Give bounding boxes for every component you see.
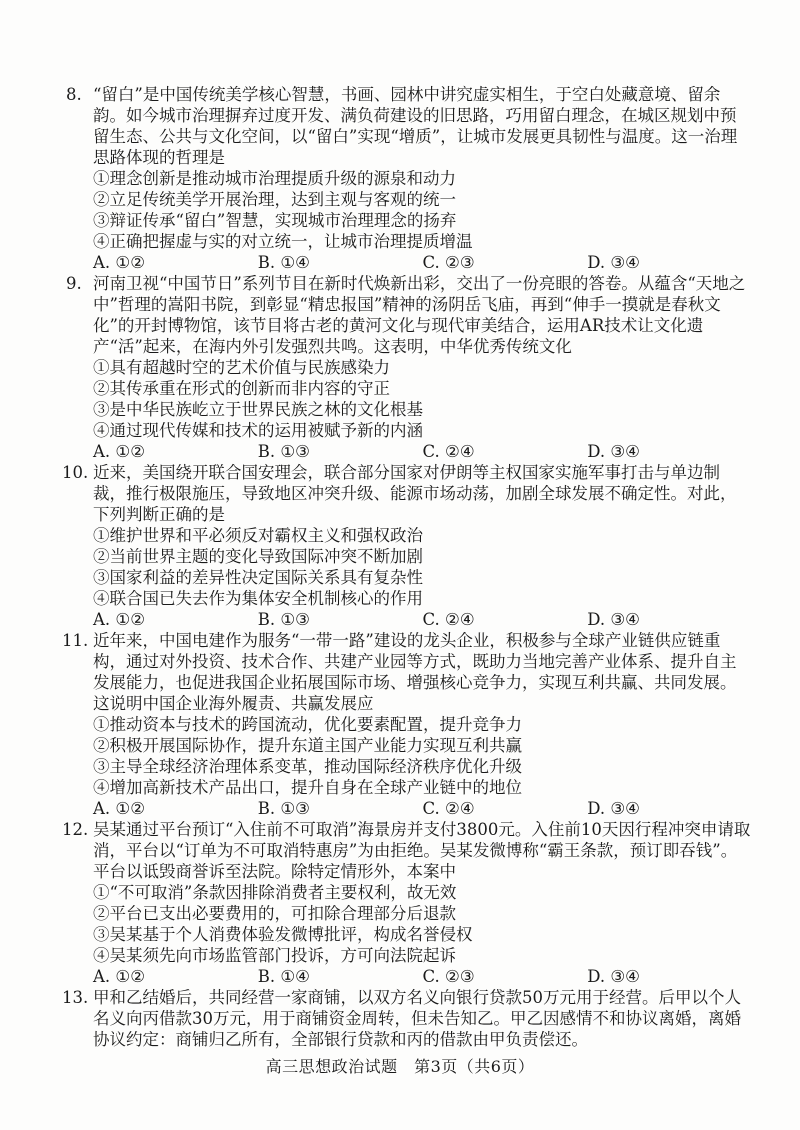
- question-stem: [62, 819, 752, 882]
- answer-choice-c: C. ②③: [422, 253, 475, 272]
- answer-choice-b: B. ①③: [257, 442, 310, 461]
- question-stem: [62, 462, 752, 525]
- answer-choices: [62, 609, 752, 630]
- statement-option: ①具有超越时空的艺术价值与民族感染力: [93, 358, 390, 377]
- statement-option: ①维护世界和平必须反对霸权主义和强权政治: [93, 526, 423, 545]
- answer-choice-d: D. ③④: [587, 799, 640, 818]
- answer-choice-b: B. ①③: [257, 799, 310, 818]
- statement-option: ③国家利益的差异性决定国际关系具有复杂性: [93, 568, 423, 587]
- question-list: [62, 84, 752, 1050]
- answer-choice-a: A. ①②: [93, 442, 145, 461]
- statement-option: ④吴某须先向市场监管部门投诉，方可向法院起诉: [93, 946, 456, 965]
- question-stem: [62, 987, 752, 1050]
- answer-choice-c: C. ②④: [422, 610, 475, 629]
- statement-option: ②平台已支出必要费用的，可扣除合理部分后退款: [93, 904, 456, 923]
- question-stem-text: 河南卫视“中国节日”系列节目在新时代焕新出彩，交出了一份亮眼的答卷。从蕴含“天地之中”哲理的嵩阳书院，到彰显“精忠报国”精神的汤阴岳飞庙，再到“伸手一摸就是春秋文化”的开封博物馆，该节目将古老的黄河文化与现代审美结合，运用AR技术让文化遗产“活”起来，在海内外引发强烈共鸣。这表明，中华优秀传统文化: [93, 274, 746, 356]
- question-number: 12.: [62, 820, 89, 839]
- statement-option: ②积极开展国际协作，提升东道主国产业能力实现互利共赢: [93, 736, 522, 755]
- statement-option: ④增加高新技术产品出口，提升自身在全球产业链中的地位: [93, 778, 522, 797]
- answer-choices: [62, 798, 752, 819]
- answer-choice-b: B. ①④: [257, 253, 310, 272]
- answer-choices: [62, 966, 752, 987]
- question-12: [62, 819, 752, 987]
- question-10: [62, 462, 752, 630]
- question-number: 10.: [62, 463, 89, 482]
- statement-option: ③辩证传承“留白”智慧，实现城市治理理念的扬弃: [93, 211, 457, 230]
- answer-choice-c: C. ②③: [422, 967, 475, 986]
- answer-choice-d: D. ③④: [587, 610, 640, 629]
- answer-choice-a: A. ①②: [93, 253, 145, 272]
- question-number: 13.: [62, 988, 89, 1007]
- page-footer: 高三思想政治试题 第3页（共6页）: [265, 1057, 535, 1076]
- question-stem-text: 近来，美国绕开联合国安理会，联合部分国家对伊朗等主权国家实施军事打击与单边制裁，推行极限施压，导致地区冲突升级、能源市场动荡，加剧全球发展不确定性。对此，下列判断正确的是: [93, 463, 737, 524]
- answer-choice-a: A. ①②: [93, 799, 145, 818]
- statement-option: ④联合国已失去作为集体安全机制核心的作用: [93, 589, 423, 608]
- answer-choice-a: A. ①②: [93, 610, 145, 629]
- statement-option: ③是中华民族屹立于世界民族之林的文化根基: [93, 400, 423, 419]
- answer-choice-d: D. ③④: [587, 253, 640, 272]
- statement-option: ①推动资本与技术的跨国流动，优化要素配置，提升竞争力: [93, 715, 522, 734]
- statement-option: ②其传承重在形式的创新而非内容的守正: [93, 379, 390, 398]
- statement-option: ①理念创新是推动城市治理提质升级的源泉和动力: [93, 169, 456, 188]
- question-13: [62, 987, 752, 1050]
- statement-option: ③吴某基于个人消费体验发微博批评，构成名誉侵权: [93, 925, 473, 944]
- question-11: [62, 630, 752, 819]
- answer-choice-a: A. ①②: [93, 967, 145, 986]
- statement-option: ②立足传统美学开展治理，达到主观与客观的统一: [93, 190, 456, 209]
- answer-choice-d: D. ③④: [587, 967, 640, 986]
- answer-choice-b: B. ①③: [257, 610, 310, 629]
- question-number: 8.: [66, 85, 82, 104]
- question-stem-text: 甲和乙结婚后，共同经营一家商铺，以双方名义向银行贷款50万元用于经营。后甲以个人名义向丙借款30万元，用于商铺资金周转，但未告知乙。甲乙因感情不和协议离婚，离婚协议约定：商铺归乙所有，全部银行贷款和丙的借款由甲负责偿还。: [93, 988, 741, 1049]
- question-stem-text: “留白”是中国传统美学核心智慧，书画、园林中讲究虚实相生，于空白处藏意境、留余韵。如今城市治理摒弃过度开发、满负荷建设的旧思路，巧用留白理念，在城区规划中预留生态、公共与文化空间，以“留白”实现“增质”，让城市发展更具韧性与温度。这一治理思路体现的哲理是: [93, 85, 738, 167]
- answer-choice-c: C. ②④: [422, 442, 475, 461]
- answer-choice-d: D. ③④: [587, 442, 640, 461]
- question-9: [62, 273, 752, 462]
- question-number: 9.: [66, 274, 82, 293]
- answer-choice-b: B. ①④: [257, 967, 310, 986]
- statement-option: ①“不可取消”条款因排除消费者主要权利，故无效: [93, 883, 457, 902]
- statement-option: ④通过现代传媒和技术的运用被赋予新的内涵: [93, 421, 423, 440]
- statement-option: ④正确把握虚与实的对立统一，让城市治理提质增温: [93, 232, 473, 251]
- question-stem: [62, 84, 752, 168]
- question-stem: [62, 273, 752, 357]
- question-stem-text: 近年来，中国电建作为服务“一带一路”建设的龙头企业，积极参与全球产业链供应链重构，通过对外投资、技术合作、共建产业园等方式，既助力当地完善产业体系、提升自主发展能力，也促进我国企业拓展国际市场、增强核心竞争力，实现互利共赢、共同发展。这说明中国企业海外履责、共赢发展应: [93, 631, 737, 713]
- answer-choice-c: C. ②④: [422, 799, 475, 818]
- question-stem-text: 吴某通过平台预订“入住前不可取消”海景房并支付3800元。入住前10天因行程冲突申请取消，平台以“订单为不可取消特惠房”为由拒绝。吴某发微博称“霸王条款，预订即吞钱”。平台以诋毁商誉诉至法院。除特定情形外，本案中: [93, 820, 751, 881]
- question-stem: [62, 630, 752, 714]
- statement-option: ③主导全球经济治理体系变革，推动国际经济秩序优化升级: [93, 757, 522, 776]
- answer-choices: [62, 252, 752, 273]
- statement-option: ②当前世界主题的变化导致国际冲突不断加剧: [93, 547, 423, 566]
- answer-choices: [62, 441, 752, 462]
- question-number: 11.: [62, 631, 89, 650]
- question-8: [62, 84, 752, 273]
